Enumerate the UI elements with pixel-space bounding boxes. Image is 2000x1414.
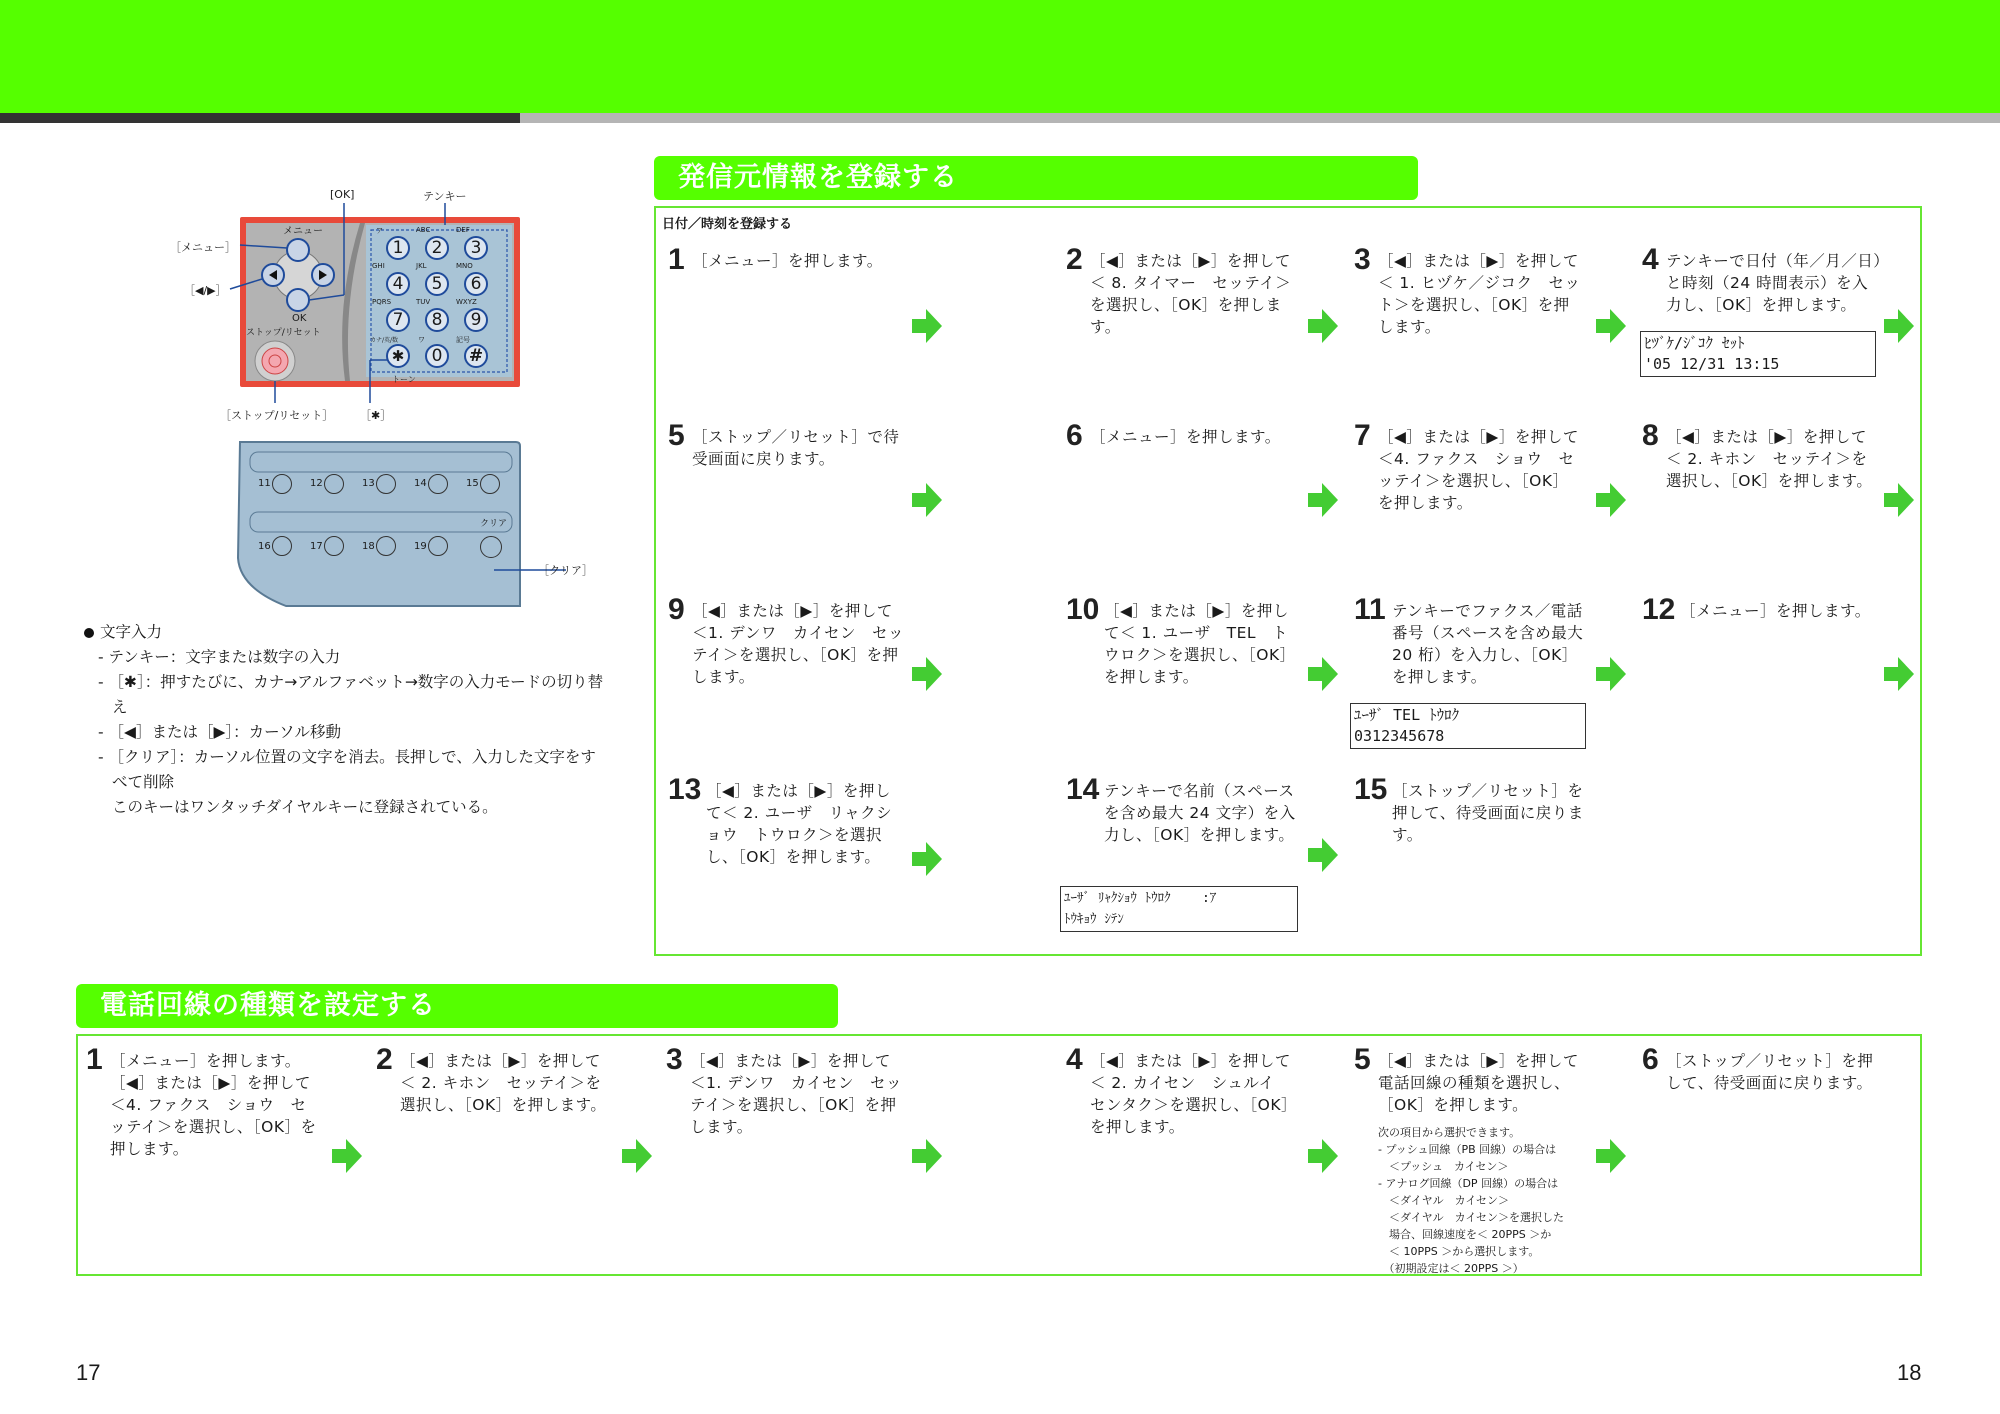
step-number: 2 — [376, 1043, 393, 1076]
onetouch-panel-figure — [236, 438, 596, 610]
step-text: ［◀］または［▶］を押して＜ 2. カイセン シュルイ センタク＞を選択し、［OK］を押します。 — [1090, 1052, 1297, 1136]
onetouch-drawing — [236, 438, 596, 610]
step-number: 3 — [1354, 243, 1371, 276]
page-number-right: 18 — [1897, 1360, 1922, 1385]
step-number: 5 — [1354, 1043, 1371, 1076]
lcd-line-1: ﾕｰｻﾞ TEL ﾄｳﾛｸ — [1354, 706, 1460, 724]
keypad-key-star[interactable]: ✱ — [386, 344, 410, 368]
lcd-line-2: ﾄｳｷｮｳ ｼﾃﾝ — [1064, 912, 1124, 927]
right-arrow-button[interactable] — [312, 264, 334, 286]
arrow-icon — [912, 1139, 942, 1173]
arrow-icon — [912, 309, 942, 343]
step-number: 15 — [1354, 773, 1388, 806]
onetouch-12[interactable]: 12 — [310, 478, 323, 489]
text-input-tips — [82, 620, 607, 820]
keypad — [370, 226, 504, 375]
keypad-key-4[interactable]: 4 — [386, 272, 410, 296]
key-letters-6: MNO — [456, 262, 473, 270]
arrow-icon — [1596, 483, 1626, 517]
onetouch-17[interactable]: 17 — [310, 541, 323, 552]
onetouch-13[interactable]: 13 — [362, 478, 375, 489]
arrow-icon — [1596, 309, 1626, 343]
arrow-icon — [1308, 483, 1338, 517]
step-text: ［メニュー］を押します。 — [692, 252, 883, 270]
step-number: 4 — [1642, 243, 1659, 276]
tips-heading: 文字入力 — [82, 620, 607, 645]
note-line: ＜ダイヤル カイセン＞ — [1378, 1194, 1510, 1207]
key-letters-8: TUV — [416, 298, 431, 306]
arrow-icon — [1884, 309, 1914, 343]
keypad-key-8[interactable]: 8 — [425, 308, 449, 332]
header-divider-dark — [0, 113, 520, 123]
section1-title: 発信元情報を登録する — [654, 156, 1418, 200]
step-number: 1 — [86, 1043, 103, 1076]
step-number: 9 — [668, 593, 685, 626]
ok-button[interactable] — [287, 289, 309, 311]
lcd-line-1: ﾕｰｻﾞ ﾘｬｸｼｮｳ ﾄｳﾛｸ :ｱ — [1064, 891, 1217, 906]
clear-button[interactable] — [480, 536, 502, 558]
step-text: ［◀］または［▶］を押して電話回線の種類を選択し、［OK］を押します。 — [1378, 1052, 1579, 1114]
step-number: 8 — [1642, 419, 1659, 452]
lcd-date-time — [1640, 331, 1876, 377]
panel-text-menu: メニュー — [283, 226, 323, 237]
keypad-key-7[interactable]: 7 — [386, 308, 410, 332]
tips-item-2: - ［✱］：押すたびに、カナ→アルファベット→数字の入力モードの切り替え — [98, 673, 604, 716]
stop-reset-button[interactable] — [255, 341, 295, 381]
note-line: ＜ダイヤル カイセン＞を選択した — [1378, 1211, 1565, 1224]
key-letters-9: WXYZ — [456, 298, 477, 306]
step-number: 1 — [668, 243, 685, 276]
step-number: 6 — [1066, 419, 1083, 452]
note-line: 場合、回線速度を＜ 20PPS ＞か — [1378, 1228, 1552, 1241]
tips-item-4: - ［クリア］：カーソル位置の文字を消去。長押しで、入力した文字をすべて削除 — [98, 748, 596, 791]
note-line: - アナログ回線（DP 回線）の場合は — [1378, 1177, 1559, 1190]
step-text: ［◀］または［▶］を押して＜ 2. キホン セッテイ＞を選択し、［OK］を押します。 — [1666, 428, 1873, 490]
step-number: 7 — [1354, 419, 1371, 452]
label-menu: ［メニュー］ — [170, 241, 236, 254]
note-line: 次の項目から選択できます。 — [1378, 1126, 1521, 1139]
panel-text-stop: ストップ/リセット — [246, 328, 321, 338]
note-line: - プッシュ回線（PB 回線）の場合は — [1378, 1143, 1557, 1156]
control-panel-figure — [170, 185, 610, 425]
key-letters-star: カナ/英/数 — [370, 337, 399, 344]
arrow-icon — [1308, 657, 1338, 691]
key-letters-hash: 記号 — [456, 336, 470, 344]
step-number: 11 — [1354, 593, 1386, 626]
arrow-icon — [1596, 1139, 1626, 1173]
lcd-user-tel — [1350, 703, 1586, 749]
label-clear: ［クリア］ — [538, 564, 593, 577]
step-number: 5 — [668, 419, 685, 452]
step-text: ［ストップ／リセット］を押して、待受画面に戻ります。 — [1666, 1052, 1874, 1092]
step-text: ［メニュー］を押します。［◀］または［▶］を押して＜4. ファクス ショウ セッテイ＞を選択し、［OK］を押します。 — [110, 1052, 317, 1158]
arrow-icon — [1884, 657, 1914, 691]
key-letters-7: PQRS — [372, 298, 392, 306]
keypad-key-2[interactable]: 2 — [425, 236, 449, 260]
step-text: ［ストップ／リセット］を押して、待受画面に戻ります。 — [1392, 782, 1584, 844]
tips-note: このキーはワンタッチダイヤルキーに登録されている。 — [112, 798, 498, 816]
step-number: 10 — [1066, 593, 1100, 626]
label-star: ［✱］ — [360, 409, 392, 422]
lcd-line-1: ﾋﾂﾞｹ/ｼﾞｺｸ ｾｯﾄ — [1644, 334, 1745, 352]
keypad-key-5[interactable]: 5 — [425, 272, 449, 296]
tips-item-1: - テンキー：文字または数字の入力 — [98, 648, 341, 666]
step-number: 14 — [1066, 773, 1100, 806]
arrow-icon — [332, 1139, 362, 1173]
keypad-key-6[interactable]: 6 — [464, 272, 488, 296]
panel-text-tone: トーン — [392, 375, 416, 384]
arrow-icon — [622, 1139, 652, 1173]
step-number: 2 — [1066, 243, 1083, 276]
section2-title: 電話回線の種類を設定する — [76, 984, 838, 1028]
panel-text-clear: クリア — [480, 519, 508, 529]
page-number-left: 17 — [76, 1360, 101, 1385]
menu-button[interactable] — [287, 239, 309, 261]
step-text: ［メニュー］を押します。 — [1680, 602, 1871, 620]
step-text: ［◀］または［▶］を押して＜4. ファクス ショウ セッテイ＞を選択し、［OK］を押します。 — [1378, 428, 1579, 512]
step-note — [1378, 1124, 1598, 1277]
arrow-icon — [912, 657, 942, 691]
keypad-key-0[interactable]: 0 — [425, 344, 449, 368]
keypad-key-3[interactable]: 3 — [464, 236, 488, 260]
arrow-icon — [1308, 309, 1338, 343]
note-line: ＜ 10PPS ＞から選択します。 — [1378, 1245, 1540, 1258]
section1-subtitle: 日付／時刻を登録する — [662, 217, 793, 232]
lcd-line-2: 0312345678 — [1354, 727, 1445, 745]
step-number: 6 — [1642, 1043, 1659, 1076]
arrow-icon — [912, 842, 942, 876]
step-text: ［メニュー］を押します。 — [1090, 428, 1281, 446]
arrow-icon — [1308, 838, 1338, 872]
label-ok: [OK] — [330, 188, 355, 201]
step-text: テンキーで名前（スペースを含め最大 24 文字）を入力し、［OK］を押します。 — [1104, 782, 1296, 844]
arrow-icon — [1596, 657, 1626, 691]
step-text: テンキーでファクス／電話番号（スペースを含め最大 20 桁）を入力し、［OK］を押します。 — [1392, 602, 1584, 686]
label-stop: ［ストップ/リセット］ — [220, 409, 334, 422]
arrow-icon — [912, 483, 942, 517]
lcd-user-name — [1060, 886, 1298, 932]
keypad-key-9[interactable]: 9 — [464, 308, 488, 332]
keypad-key-1[interactable]: 1 — [386, 236, 410, 260]
onetouch-19[interactable]: 19 — [414, 541, 427, 552]
left-arrow-button[interactable] — [262, 264, 284, 286]
arrow-icon — [1884, 483, 1914, 517]
onetouch-14[interactable]: 14 — [414, 478, 427, 489]
step-number: 4 — [1066, 1043, 1083, 1076]
step-text: ［◀］または［▶］を押して＜ 1. ユーザ TEL トウロク＞を選択し、［OK］を押します。 — [1104, 602, 1296, 686]
step-text: ［◀］または［▶］を押して＜1. デンワ カイセン セッテイ＞を選択し、［OK］を押します。 — [692, 602, 904, 686]
key-letters-3: DEF — [456, 226, 470, 234]
onetouch-15[interactable]: 15 — [466, 478, 479, 489]
key-letters-2: ABC — [416, 226, 431, 234]
note-line: ＜プッシュ カイセン＞ — [1378, 1160, 1509, 1173]
step-text: ［◀］または［▶］を押して＜1. デンワ カイセン セッテイ＞を選択し、［OK］を押します。 — [690, 1052, 902, 1136]
lcd-line-2: '05 12/31 13:15 — [1644, 355, 1780, 373]
keypad-key-hash[interactable]: # — [464, 344, 488, 368]
step-text: ［◀］または［▶］を押して＜ 1. ヒヅケ／ジコク セット＞を選択し、［OK］を押します。 — [1378, 252, 1581, 336]
tips-item-3: - ［◀］または［▶］：カーソル移動 — [98, 723, 341, 741]
label-arrows: ［◀/▶］ — [184, 284, 227, 297]
step-number: 3 — [666, 1043, 683, 1076]
header-divider-light — [520, 113, 2000, 123]
key-letters-0: ワ — [418, 336, 425, 344]
note-line: （初期設定は＜ 20PPS ＞） — [1378, 1262, 1524, 1275]
step-number: 13 — [668, 773, 702, 806]
step-number: 12 — [1642, 593, 1676, 626]
onetouch-16[interactable]: 16 — [258, 541, 271, 552]
onetouch-11[interactable]: 11 — [258, 478, 271, 489]
panel-text-ok: OK — [292, 313, 307, 324]
step-text: ［◀］または［▶］を押して＜ 2. キホン セッテイ＞を選択し、［OK］を押します。 — [400, 1052, 607, 1114]
step-text: ［ストップ／リセット］で待受画面に戻ります。 — [692, 428, 900, 468]
header-banner — [0, 0, 2000, 113]
onetouch-18[interactable]: 18 — [362, 541, 375, 552]
key-letters-5: JKL — [416, 262, 427, 270]
step-text: テンキーで日付（年／月／日）と時刻（24 時間表示）を入力し、［OK］を押します。 — [1666, 252, 1882, 314]
key-letters-4: GHI — [372, 262, 385, 270]
step-text: ［◀］または［▶］を押して＜ 2. ユーザ リャクショウ トウロク＞を選択し、［OK］を押します。 — [706, 782, 893, 866]
step-text: ［◀］または［▶］を押して＜ 8. タイマー セッテイ＞を選択し、［OK］を押します。 — [1090, 252, 1292, 336]
key-letters-1: ア — [376, 227, 383, 235]
arrow-icon — [1308, 1139, 1338, 1173]
label-tenkey: テンキー — [423, 190, 467, 203]
